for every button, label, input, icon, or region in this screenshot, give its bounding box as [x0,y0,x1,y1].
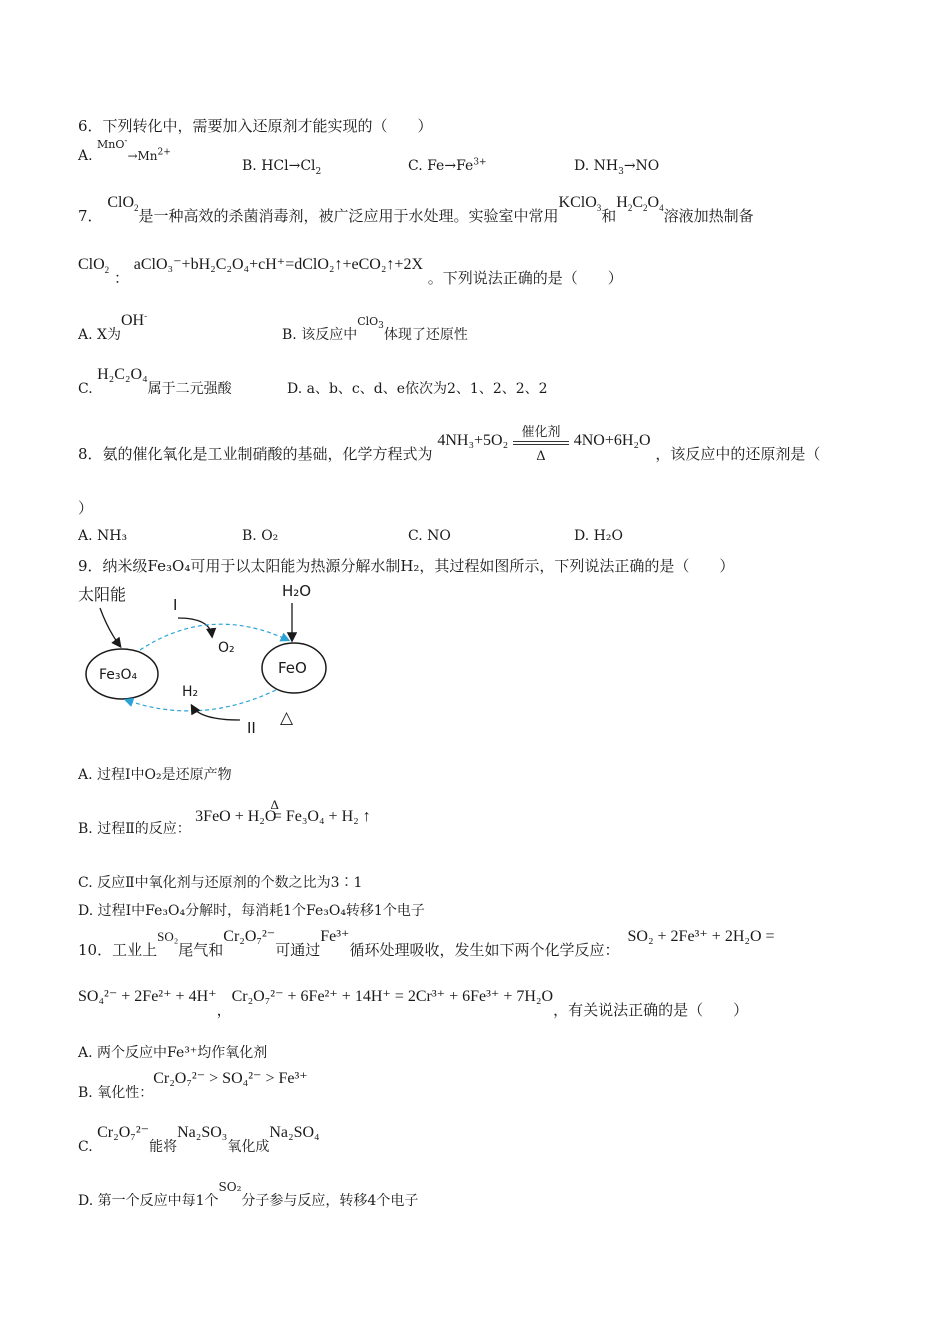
so2-formula: SO₂ [157,929,179,944]
q6-option-a: A. $^{MnO^-}\to Mn^{2+}$ [78,136,171,164]
clo3-formula: ClO3 [357,315,384,332]
q8-lhs: 4NH₃+5O₂ [437,432,509,449]
fe3-formula: Fe³⁺ [320,928,350,945]
q8-close: ） [78,499,94,517]
q10-option-d: D. 第一个反应中每1个SO₂分子参与反应，转移4个电子 [78,1180,419,1209]
q10-option-b: B. 氧化性：Cr₂O₇²⁻ > SO₄²⁻ > Fe³⁺ [78,1070,308,1101]
o2-label: O₂ [218,640,235,656]
na2so3-formula: Na₂SO₃ [177,1124,228,1141]
sun-arrow [100,608,120,646]
q9-option-d: D. 过程Ⅰ中Fe₃O₄分解时，每消耗1个Fe₃O₄转移1个电子 [78,903,425,919]
q9-option-a: A. 过程Ⅰ中O₂是还原产物 [78,767,232,783]
step-2-label: II [247,719,256,737]
kclo3-formula: KClO$_3$ [558,194,602,214]
q8-option-d: D. H₂O [574,528,623,544]
q8-stem: 8．氨的催化氧化是工业制硝酸的基础，化学方程式为 4NH₃+5O₂ 催化剂 Δ 4NO+6H₂O ，该反应中的还原剂是（ [78,425,821,464]
clo2-formula: ClO$_2$ [107,194,139,214]
q7-option-b: B. 该反应中$^{ClO_3}$体现了还原性 [282,315,468,343]
q9-stem: 9．纳米级Fe₃O₄可用于以太阳能为热源分解水制H₂，其过程如图所示，下列说法正确的是（ ） [78,557,735,575]
q9-option-c: C. 反应Ⅱ中氧化剂与还原剂的个数之比为3∶1 [78,875,363,891]
na2so4-formula: Na₂SO₄ [269,1124,320,1141]
q7-option-d: D. a、b、c、d、e依次为2、1、2、2、2 [287,381,548,397]
h2c2o4-formula-2: H₂C₂O₄ [97,366,148,383]
cycle-arrow-top [140,624,288,650]
q7-equation: aClO₃⁻+bH₂C₂O₄+cH⁺=dClO₂↑+eCO₂↑+2X [133,256,423,273]
q7-equation-line: ClO$_2$ ： aClO₃⁻+bH₂C₂O₄+cH⁺=dClO₂↑+eCO₂↑+2X 。下列说法正确的是（ ） [78,256,623,287]
q8-option-b: B. O₂ [242,528,279,544]
q10-option-a: A. 两个反应中Fe³⁺均作氧化剂 [78,1045,268,1061]
sun-label: 太阳能 [78,585,127,604]
q6-option-d: D. $NH_3\to NO$ [574,158,660,177]
cr2o7-formula: Cr₂O₇²⁻ [223,928,276,945]
step-1-label: I [173,596,178,614]
q9-option-b-equation: $3FeO + H_2O^\Delta= Fe_3O_4 + H_2$ ↑ [195,797,371,825]
q10-eq1b: SO₄²⁻ + 2Fe²⁺ + 4H⁺ [78,988,217,1005]
cr2o7-formula-2: Cr₂O₇²⁻ [97,1124,150,1141]
q8-rhs: 4NO+6H₂O [573,432,651,449]
q6-option-c: C. $Fe\to Fe^{3+}$ [408,157,487,174]
q8-option-c: C. NO [408,528,451,544]
clo2-formula-2: ClO$_2$ [78,256,110,276]
q6-stem: 6．下列转化中，需要加入还原剂才能实现的（ ） [78,117,433,135]
oh-formula: OH- [120,310,148,329]
q10-stem: 10．工业上SO₂尾气和Cr₂O₇²⁻可通过Fe³⁺循环处理吸收，发生如下两个化学反应：SO₂ + 2Fe³⁺ + 2H₂O = [78,928,775,959]
q7-option-c: C. H₂C₂O₄属于二元强酸 [78,366,232,397]
q7-option-a: A. X为OH- [78,310,148,343]
feo-label: FeO [278,659,307,677]
q10-option-c: C. Cr₂O₇²⁻能将Na₂SO₃氧化成Na₂SO₄ [78,1124,320,1155]
q7-stem: 7． ClO$_2$是一种高效的杀菌消毒剂，被广泛应用于水处理。实验室中常用KClO$_3$和$H_2C_2O_4$溶液加热制备 [78,194,754,225]
mno4-formula: MnO- [97,136,128,151]
q9-option-b: B. 过程Ⅱ的反应： $3FeO + H_2O^\Delta= Fe_3O_4 + H_2$ ↑ [78,797,371,837]
q10-oxidizing-order: Cr₂O₇²⁻ > SO₄²⁻ > Fe³⁺ [153,1070,308,1087]
heat-icon: △ [280,708,294,728]
h2-arrow [192,706,240,720]
q10-equations: SO₄²⁻ + 2Fe²⁺ + 4H⁺，Cr₂O₇²⁻ + 6Fe²⁺ + 14H⁺ = 2Cr³⁺ + 6Fe³⁺ + 7H₂O，有关说法正确的是（ ） [78,988,749,1019]
q8-option-a: A. NH₃ [78,528,128,544]
h2c2o4-formula: $H_2C_2O_4$ [616,194,664,214]
so2-formula-2: SO₂ [218,1180,242,1194]
q8-condition-arrow: 催化剂 Δ [513,445,569,465]
fe3o4-label: Fe₃O₄ [99,667,138,683]
q10-eq1: SO₂ + 2Fe³⁺ + 2H₂O = [627,928,775,945]
q10-eq2: Cr₂O₇²⁻ + 6Fe²⁺ + 14H⁺ = 2Cr³⁺ + 6Fe³⁺ + 7H₂O [231,988,554,1005]
h2o-label: H₂O [282,582,312,600]
cycle-arrow-bottom [126,690,276,711]
q6-option-b: B. $HCl\to Cl_2$ [242,158,322,177]
h2-label: H₂ [182,684,199,700]
q9-cycle-diagram [70,578,370,748]
